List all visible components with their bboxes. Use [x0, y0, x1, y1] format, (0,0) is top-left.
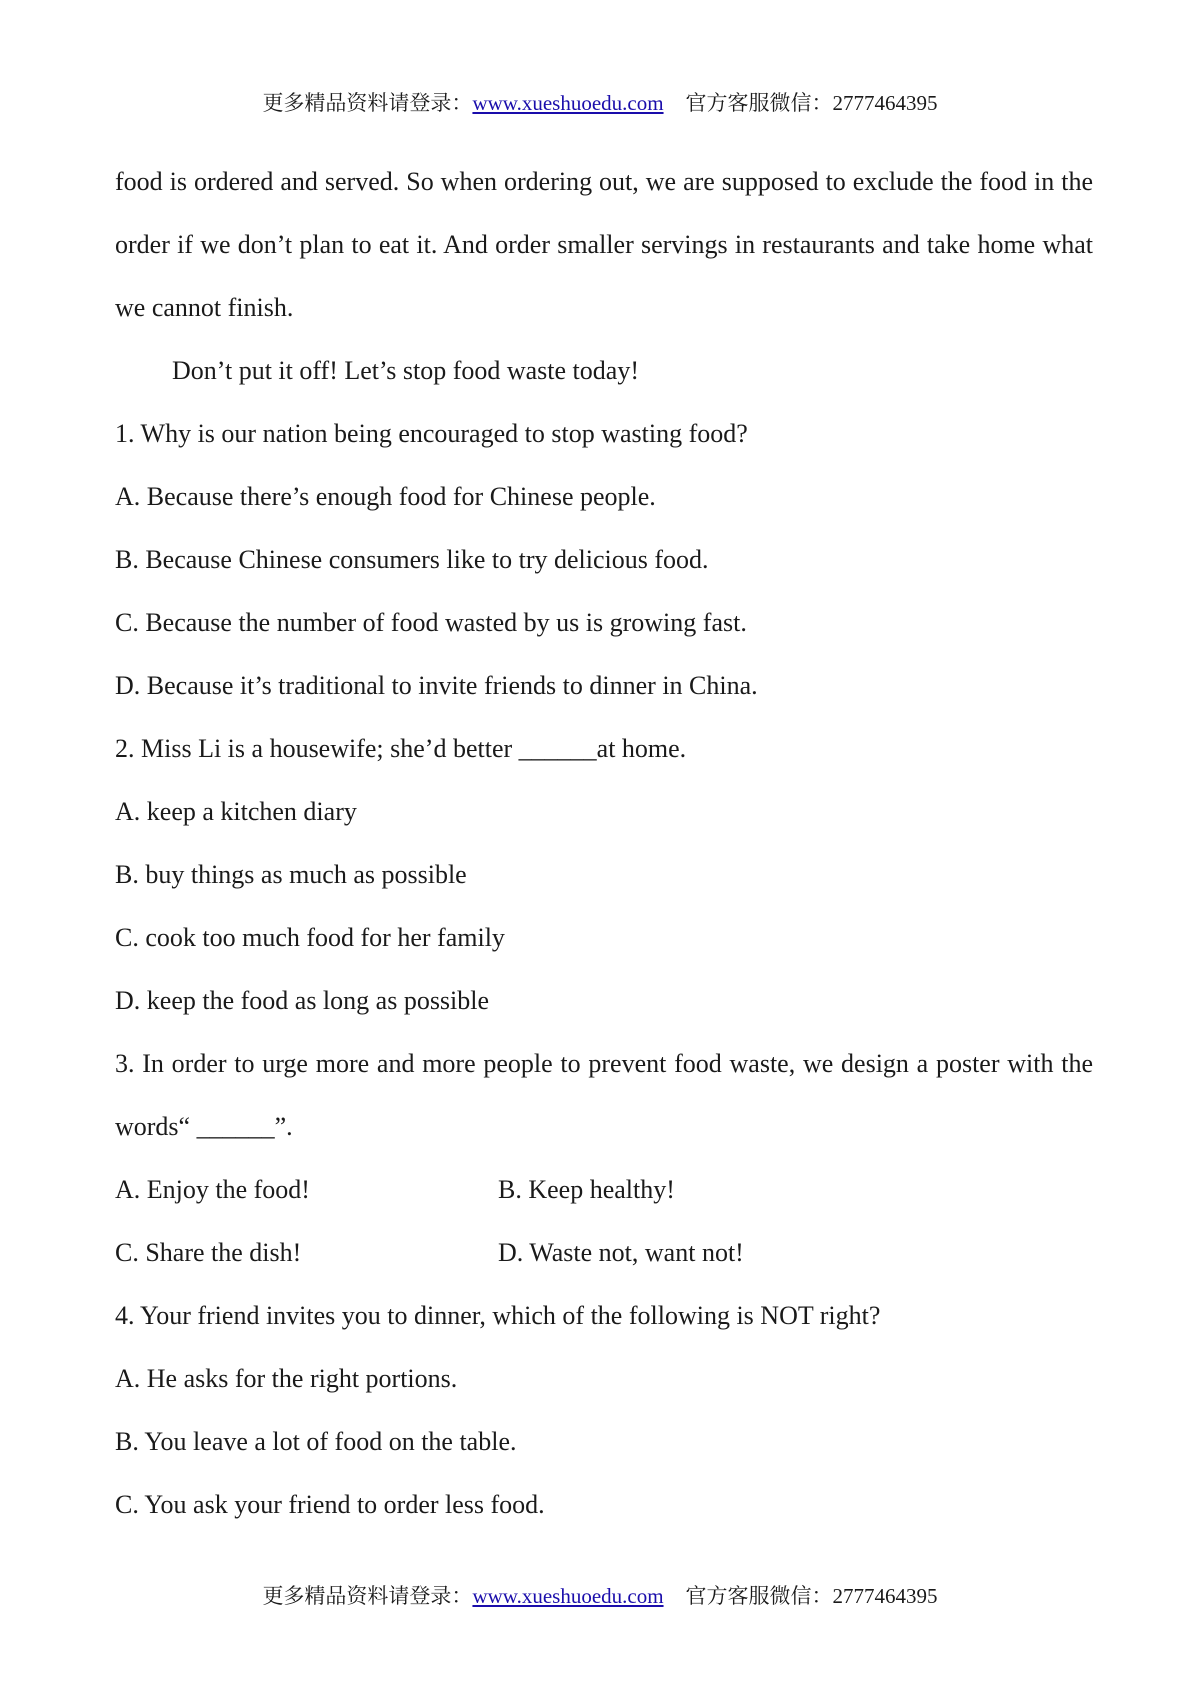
- question-4-option-c: C. You ask your friend to order less food.: [115, 1490, 545, 1519]
- question-4-option-b: B. You leave a lot of food on the table.: [115, 1427, 517, 1456]
- question-1-option-a: A. Because there’s enough food for Chinese people.: [115, 482, 656, 511]
- question-4-stem: 4. Your friend invites you to dinner, which of the following is NOT right?: [115, 1301, 881, 1330]
- question-3-option-a: A. Enjoy the food!: [115, 1175, 310, 1204]
- question-2-option-c: C. cook too much food for her family: [115, 923, 505, 952]
- question-3-options-row-1: [115, 1158, 1093, 1221]
- question-1-option-b: B. Because Chinese consumers like to try delicious food.: [115, 545, 709, 574]
- banner-wechat: 官方客服微信：2777464395: [685, 1584, 938, 1608]
- question-3-option-c: C. Share the dish!: [115, 1238, 302, 1267]
- site-link[interactable]: www.xueshuoedu.com: [472, 91, 664, 115]
- question-2-option-a: A. keep a kitchen diary: [115, 797, 357, 826]
- question-1-option-d: D. Because it’s traditional to invite friends to dinner in China.: [115, 671, 758, 700]
- question-3-option-d: D. Waste not, want not!: [498, 1238, 744, 1267]
- question-1-stem: 1. Why is our nation being encouraged to stop wasting food?: [115, 419, 748, 448]
- question-2-stem: 2. Miss Li is a housewife; she’d better ______at home.: [115, 734, 687, 763]
- banner-prefix: 更多精品资料请登录：: [262, 91, 473, 115]
- question-2-option-d: D. keep the food as long as possible: [115, 986, 490, 1015]
- passage-closing: Don’t put it off! Let’s stop food waste today!: [172, 356, 639, 385]
- document-body: [115, 150, 1093, 1536]
- banner-wechat: 官方客服微信：2777464395: [685, 91, 938, 115]
- question-2-option-b: B. buy things as much as possible: [115, 860, 467, 889]
- question-1-option-c: C. Because the number of food wasted by us is growing fast.: [115, 608, 747, 637]
- question-3-options-row-2: [115, 1221, 1093, 1284]
- passage-paragraph: food is ordered and served. So when ordering out, we are supposed to exclude the food in the order if we don’t plan to eat it. And order smaller servings in restaurants and take home what we cannot finish.: [115, 167, 1093, 322]
- header-banner: [0, 87, 1200, 117]
- question-4-option-a: A. He asks for the right portions.: [115, 1364, 458, 1393]
- footer-banner: [0, 1580, 1200, 1610]
- question-3-option-b: B. Keep healthy!: [498, 1175, 675, 1204]
- site-link[interactable]: www.xueshuoedu.com: [472, 1584, 664, 1608]
- question-3-stem: 3. In order to urge more and more people to prevent food waste, we design a poster with the words“ ______”.: [115, 1049, 1093, 1141]
- banner-prefix: 更多精品资料请登录：: [262, 1584, 473, 1608]
